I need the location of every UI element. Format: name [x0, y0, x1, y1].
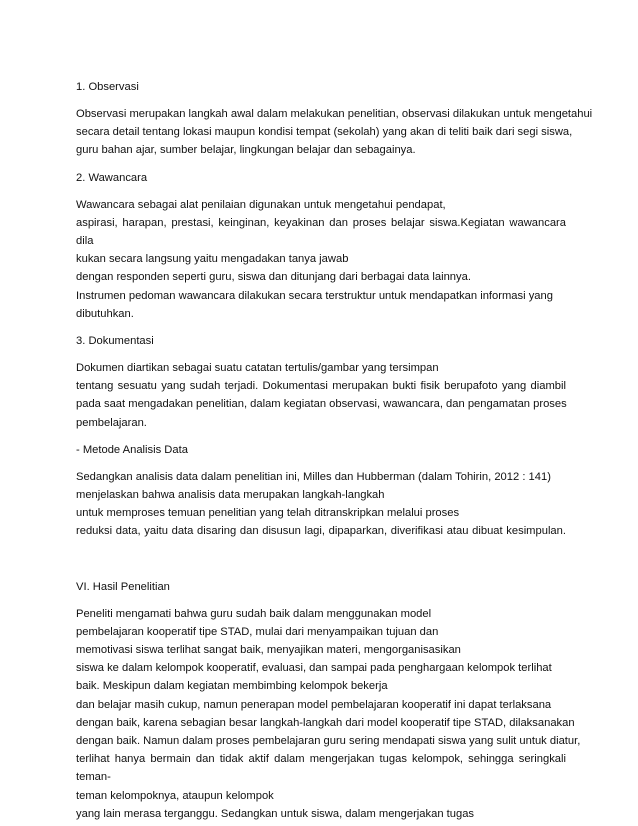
paragraph-line: aspirasi, harapan, prestasi, keinginan, keyakinan dan proses belajar siswa.Kegiatan wawancara dila: [76, 216, 566, 248]
section-paragraph: [76, 196, 566, 323]
section-paragraph: [76, 359, 566, 432]
section-heading: 3. Dokumentasi: [76, 335, 154, 348]
paragraph-line: dengan baik, karena sebagian besar langkah-langkah dari model kooperatif tipe STAD, dilaksanakan: [76, 716, 575, 729]
paragraph-line: yang lain merasa terganggu. Sedangkan untuk siswa, dalam mengerjakan tugas: [76, 807, 475, 820]
paragraph-line: dengan responden seperti guru, siswa dan ditunjang dari berbagai data lainnya.: [76, 271, 471, 284]
paragraph-line: pada saat mengadakan penelitian, dalam kegiatan observasi, wawancara, dan pengamatan proses: [76, 398, 567, 411]
section-heading: VI. Hasil Penelitian: [76, 580, 170, 593]
paragraph-line: reduksi data, yaitu data disaring dan disusun lagi, dipaparkan, diverifikasi atau dibuat kesimpulan.: [76, 525, 566, 538]
paragraph-line: Dokumen diartikan sebagai suatu catatan tertulis/gambar yang tersimpan: [76, 362, 439, 375]
paragraph-line: Instrumen pedoman wawancara dilakukan secara terstruktur untuk mendapatkan informasi yang: [76, 289, 553, 302]
section-metode-analisis-data: [76, 441, 566, 541]
paragraph-line: dan belajar masih cukup, namun penerapan model pembelajaran kooperatif ini dapat terlaksana: [76, 698, 552, 711]
paragraph-line: secara detail tentang lokasi maupun kondisi tempat (sekolah) yang akan di teliti baik dari segi siswa,: [76, 126, 573, 139]
section-paragraph: [76, 105, 593, 160]
paragraph-line: terlihat hanya bermain dan tidak aktif dalam mengerjakan tugas kelompok, sehingga seringkali teman-: [76, 753, 566, 784]
paragraph-line: dengan baik. Namun dalam proses pembelajaran guru sering mendapati siswa yang sulit untuk diatur,: [76, 735, 581, 748]
paragraph-line: Observasi merupakan langkah awal dalam melakukan penelitian, observasi dilakukan untuk mengetahui: [76, 108, 593, 120]
paragraph-line: untuk memproses temuan penelitian yang telah ditranskripkan melalui proses: [76, 507, 460, 520]
section-heading: - Metode Analisis Data: [76, 443, 188, 456]
paragraph-line: menjelaskan bahwa analisis data merupakan langkah-langkah: [76, 489, 385, 502]
paragraph-line: memotivasi siswa terlihat sangat baik, menyajikan materi, mengorganisasikan: [76, 644, 461, 657]
blank-spacer: [76, 550, 566, 578]
paragraph-line: siswa ke dalam kelompok kooperatif, evaluasi, dan sampai pada penghargaan kelompok terlihat: [76, 662, 552, 675]
section-paragraph: [76, 468, 566, 541]
paragraph-line: pembelajaran.: [76, 416, 147, 429]
section-paragraph: [76, 605, 581, 823]
section-heading: 1. Observasi: [76, 81, 139, 93]
section-heading: 2. Wawancara: [76, 171, 148, 184]
paragraph-line: Sedangkan analisis data dalam penelitian ini, Milles dan Hubberman (dalam Tohirin, 2012 : 141): [76, 470, 551, 483]
paragraph-line: guru bahan ajar, sumber belajar, lingkungan belajar dan sebagainya.: [76, 144, 416, 157]
section-wawancara: [76, 169, 566, 323]
section-hasil-penelitian: [76, 578, 581, 823]
paragraph-line: baik. Meskipun dalam kegiatan membimbing kelompok bekerja: [76, 680, 388, 693]
paragraph-line: Peneliti mengamati bahwa guru sudah baik dalam menggunakan model: [76, 607, 432, 620]
paragraph-line: pembelajaran kooperatif tipe STAD, mulai dari menyampaikan tujuan dan: [76, 625, 439, 638]
paragraph-line: teman kelompoknya, ataupun kelompok: [76, 789, 274, 802]
paragraph-line: Wawancara sebagai alat penilaian digunakan untuk mengetahui pendapat,: [76, 198, 446, 211]
paragraph-line: kukan secara langsung yaitu mengadakan tanya jawab: [76, 253, 349, 266]
section-observasi: [76, 78, 593, 160]
section-dokumentasi: [76, 332, 566, 432]
paragraph-line: tentang sesuatu yang sudah terjadi. Dokumentasi merupakan bukti fisik berupafoto yang diambil: [76, 380, 566, 393]
paragraph-line: dibutuhkan.: [76, 307, 134, 320]
